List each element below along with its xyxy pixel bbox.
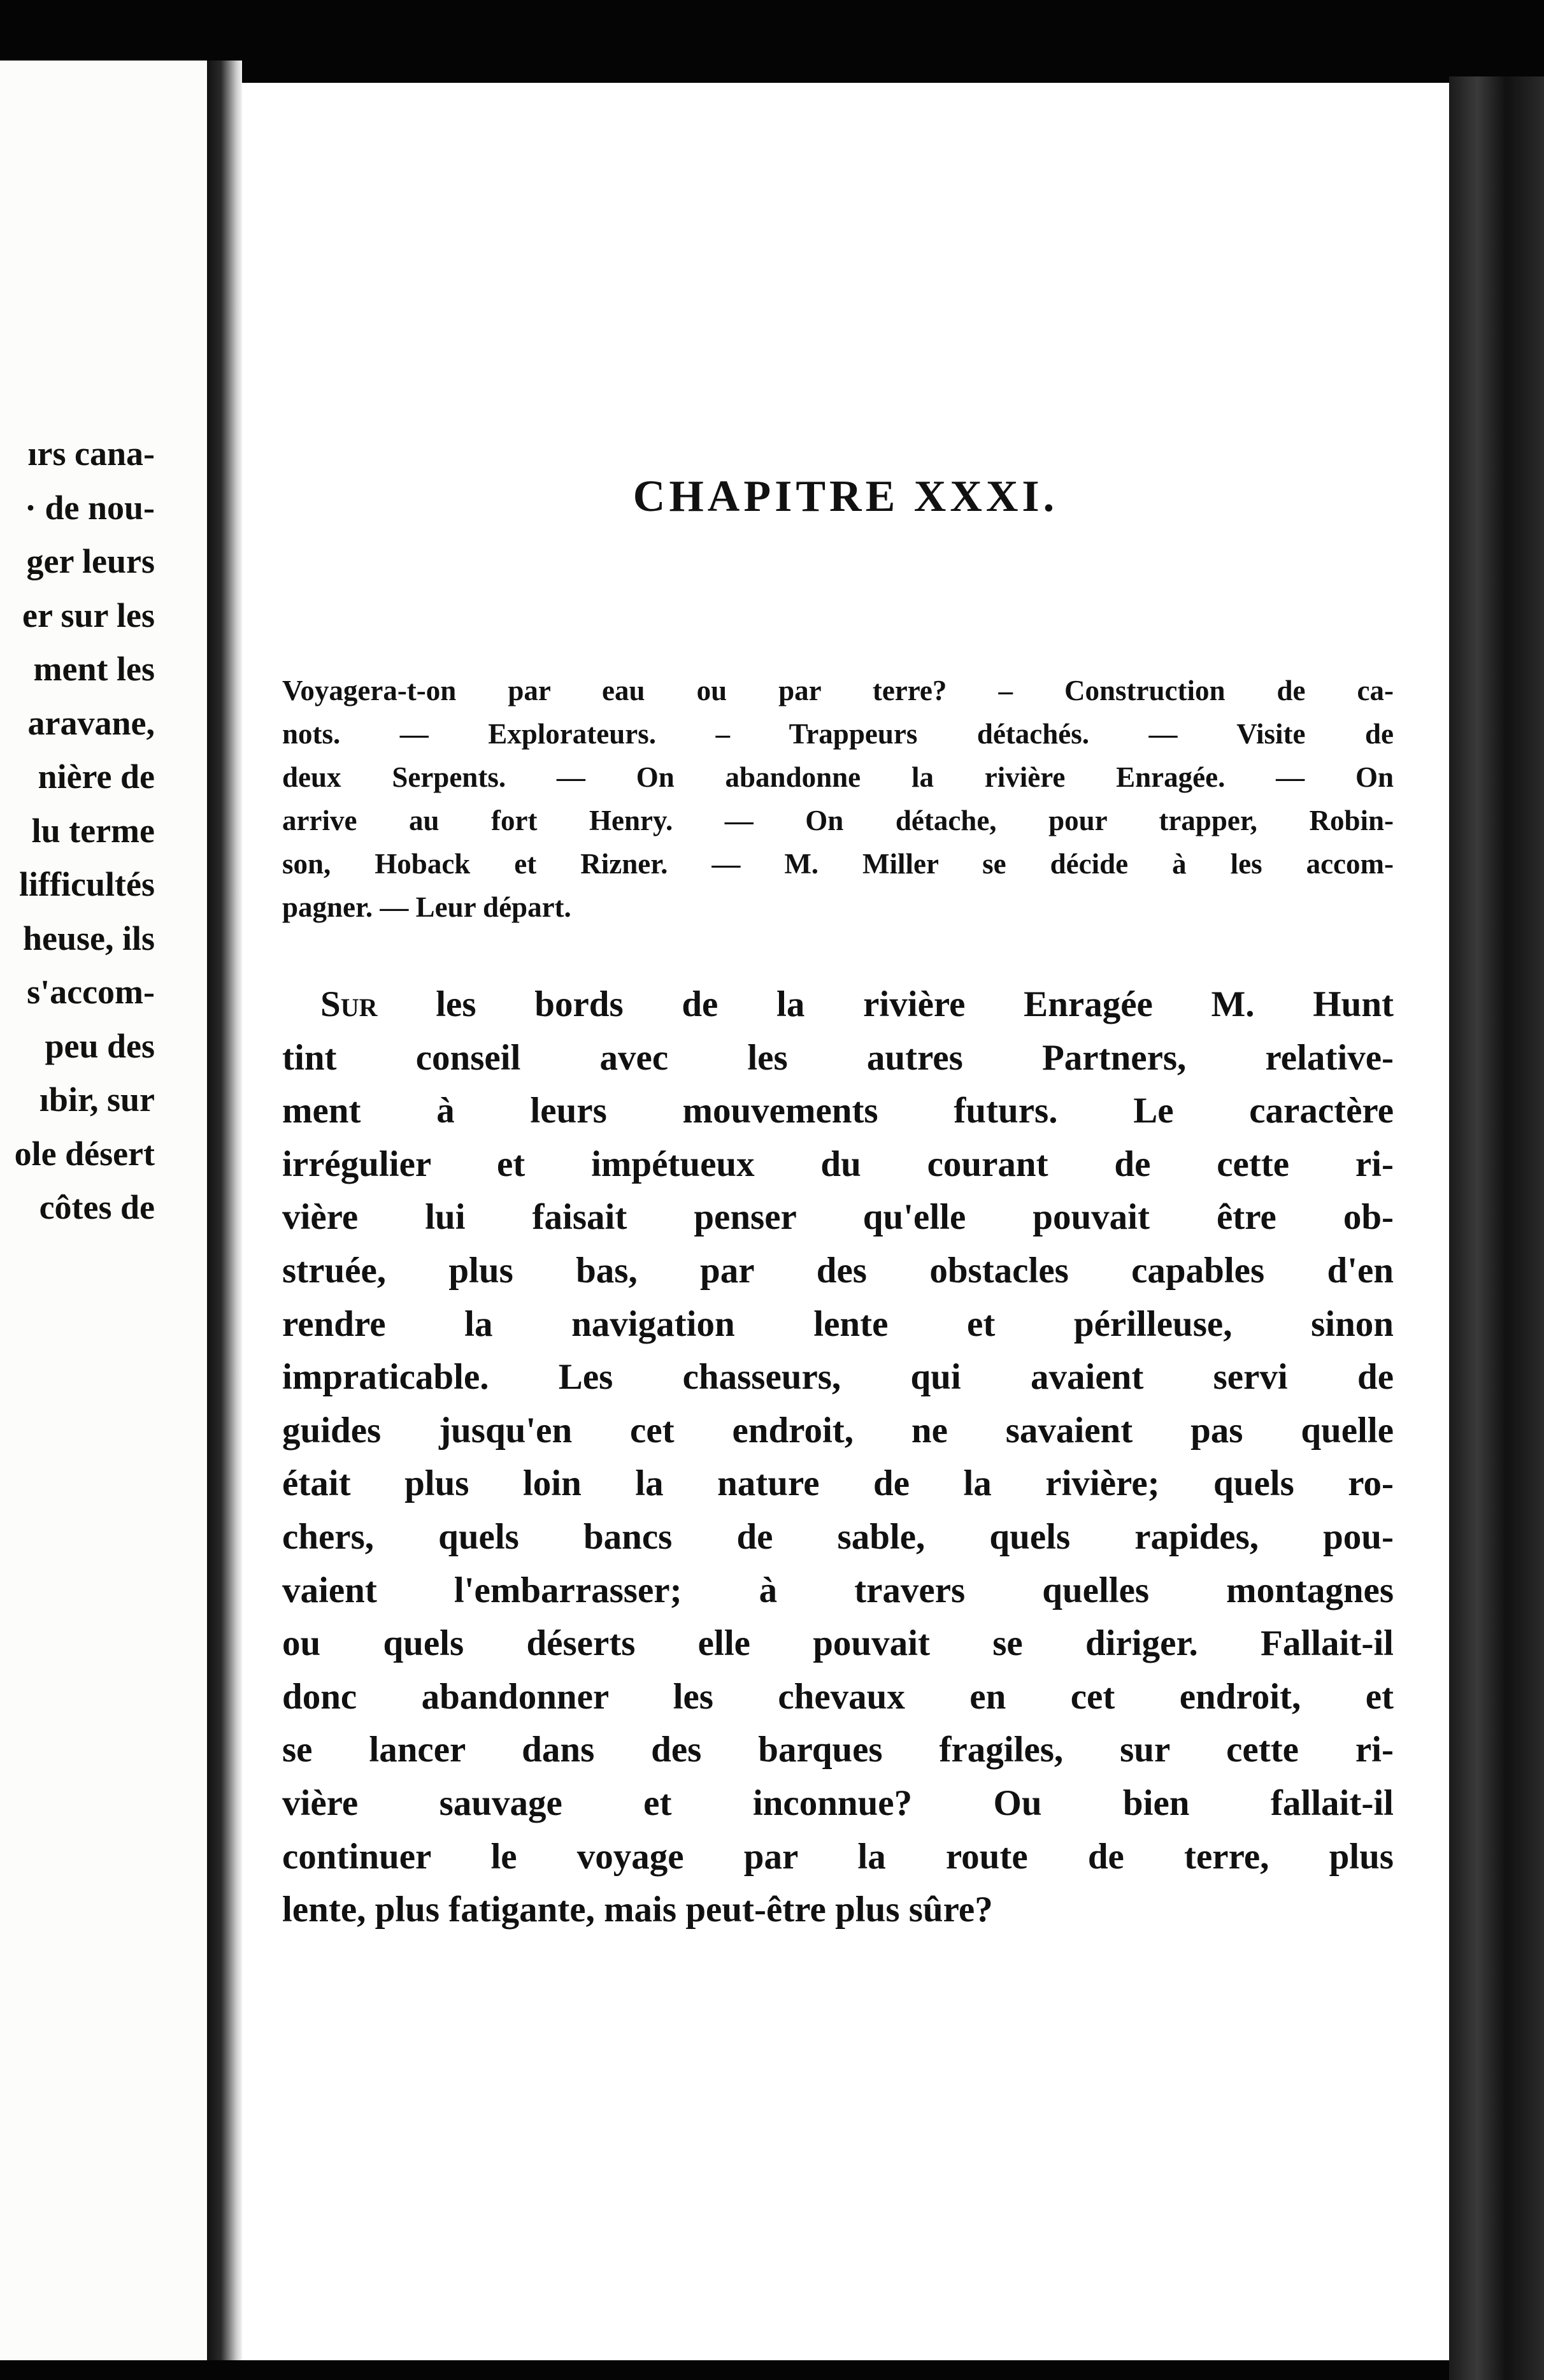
body-line: vière sauvage et inconnue? Ou bien fallait-il xyxy=(282,1782,1394,1823)
left-line: peu des xyxy=(45,1026,155,1065)
body-line: était plus loin la nature de la rivière; quels ro- xyxy=(282,1463,1394,1504)
left-line: lifficultés xyxy=(19,865,155,903)
chapter-title: CHAPITRE XXXI. xyxy=(633,472,1059,521)
body-line: chers, quels bancs de sable, quels rapides, pou- xyxy=(282,1516,1394,1557)
body-line-rest: les bords de la rivière Enragée M. Hunt xyxy=(377,984,1394,1024)
summary-line: pagner. — Leur départ. xyxy=(282,891,571,923)
left-page-fragment xyxy=(0,61,207,2360)
body-paragraph xyxy=(282,978,1394,1937)
body-line: ment à leurs mouvements futurs. Le caractère xyxy=(282,1091,1394,1131)
body-line: rendre la navigation lente et périlleuse, sinon xyxy=(282,1303,1394,1344)
summary-line: Voyagera-t-on par eau ou par terre? – Construction de ca- xyxy=(282,675,1394,706)
body-line: lente, plus fatigante, mais peut-être plus sûre? xyxy=(282,1889,993,1930)
book-gutter xyxy=(207,61,242,2360)
left-line: aravane, xyxy=(27,703,155,742)
body-line: irrégulier et impétueux du courant de cette ri- xyxy=(282,1143,1394,1184)
left-line: heuse, ils xyxy=(22,919,155,957)
body-line: vaient l'embarrasser; à travers quelles montagnes xyxy=(282,1570,1394,1610)
summary-line: deux Serpents. — On abandonne la rivière Enragée. — On xyxy=(282,761,1394,793)
body-line xyxy=(282,978,1394,1031)
body-line: struée, plus bas, par des obstacles capables d'en xyxy=(282,1250,1394,1291)
chapter-summary xyxy=(282,669,1394,929)
page-edge-stack xyxy=(1449,76,1544,2380)
summary-line: nots. — Explorateurs. – Trappeurs détachés. — Visite de xyxy=(282,718,1394,750)
left-line: ıbir, sur xyxy=(39,1080,155,1119)
body-line: donc abandonner les chevaux en cet endroit, et xyxy=(282,1676,1394,1717)
left-line: er sur les xyxy=(22,596,155,634)
summary-line: arrive au fort Henry. — On détache, pour trapper, Robin- xyxy=(282,805,1394,836)
body-line: vière lui faisait penser qu'elle pouvait être ob- xyxy=(282,1197,1394,1238)
left-line: nière de xyxy=(38,757,155,796)
body-line: ou quels déserts elle pouvait se diriger. Fallait-il xyxy=(282,1623,1394,1664)
left-line: côtes de xyxy=(39,1188,155,1226)
left-line: · de nou- xyxy=(24,488,155,527)
small-caps-opening: Sur xyxy=(320,984,378,1024)
body-line: tint conseil avec les autres Partners, relative- xyxy=(282,1037,1394,1078)
left-line: ger leurs xyxy=(26,542,155,580)
body-line: guides jusqu'en cet endroit, ne savaient pas quelle xyxy=(282,1410,1394,1451)
left-line: lu terme xyxy=(31,811,155,850)
left-line: s'accom- xyxy=(27,973,155,1011)
summary-line: son, Hoback et Rizner. — M. Miller se décide à les accom- xyxy=(282,848,1394,880)
left-line: ırs cana- xyxy=(27,434,155,473)
left-page-lines xyxy=(15,427,155,1235)
body-line: se lancer dans des barques fragiles, sur cette ri- xyxy=(282,1730,1394,1770)
left-line: ment les xyxy=(33,650,155,688)
right-page xyxy=(242,83,1449,2360)
body-line: impraticable. Les chasseurs, qui avaient servi de xyxy=(282,1357,1394,1398)
body-line: continuer le voyage par la route de terre, plus xyxy=(282,1836,1394,1877)
left-line: ole désert xyxy=(14,1134,155,1173)
